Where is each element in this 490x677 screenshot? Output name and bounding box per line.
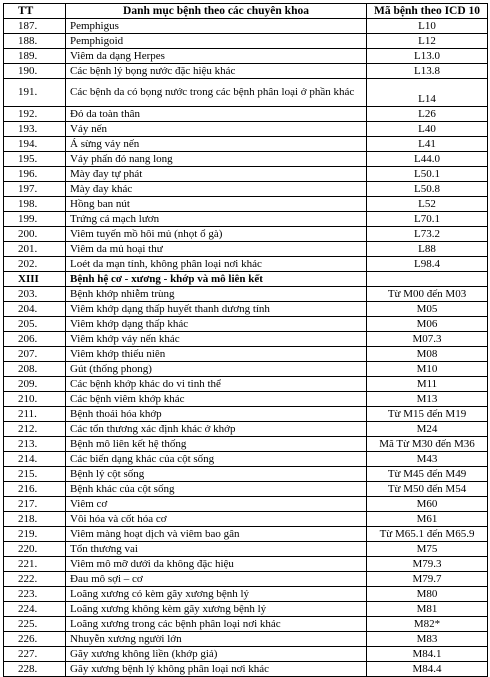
table-row [4, 167, 488, 182]
table-row [4, 152, 488, 167]
disease-name: Viêm khớp vảy nến khác [66, 332, 367, 347]
icd-code [367, 272, 488, 287]
row-number: 216. [4, 482, 66, 497]
disease-name: Gãy xương không liền (khớp giả) [66, 647, 367, 662]
row-number: 223. [4, 587, 66, 602]
disease-name: Vảy phấn đỏ nang long [66, 152, 367, 167]
icd-code: L41 [367, 137, 488, 152]
icd-code: M24 [367, 422, 488, 437]
disease-name: Đỏ da toàn thân [66, 107, 367, 122]
row-number: 193. [4, 122, 66, 137]
table-row [4, 362, 488, 377]
row-number: 187. [4, 19, 66, 34]
table-row [4, 557, 488, 572]
disease-name: Viêm khớp dạng thấp khác [66, 317, 367, 332]
disease-name: Viêm màng hoạt dịch và viêm bao gân [66, 527, 367, 542]
row-number: 218. [4, 512, 66, 527]
icd-disease-table [3, 3, 488, 677]
icd-code: M60 [367, 497, 488, 512]
section-row [4, 272, 488, 287]
disease-name: Bệnh mô liên kết hệ thống [66, 437, 367, 452]
table-row [4, 257, 488, 272]
icd-code: L50.1 [367, 167, 488, 182]
disease-name: Mày đay tự phát [66, 167, 367, 182]
disease-name: Vôi hóa và cốt hóa cơ [66, 512, 367, 527]
table-row [4, 287, 488, 302]
row-number: 217. [4, 497, 66, 512]
table-row [4, 617, 488, 632]
icd-code: M07.3 [367, 332, 488, 347]
disease-name: Các tổn thương xác định khác ở khớp [66, 422, 367, 437]
icd-code: Từ M45 đến M49 [367, 467, 488, 482]
table-row [4, 212, 488, 227]
disease-name: Viêm da dạng Herpes [66, 49, 367, 64]
icd-code: M10 [367, 362, 488, 377]
table-row [4, 107, 488, 122]
row-number: 208. [4, 362, 66, 377]
table-row [4, 302, 488, 317]
disease-name: Vảy nến [66, 122, 367, 137]
table-row [4, 64, 488, 79]
table-row [4, 332, 488, 347]
row-number: 219. [4, 527, 66, 542]
icd-code: M84.1 [367, 647, 488, 662]
table-row [4, 587, 488, 602]
header-tt: TT [4, 4, 66, 19]
table-row [4, 19, 488, 34]
disease-name: Viêm khớp dạng thấp huyết thanh dương tính [66, 302, 367, 317]
icd-code: L13.0 [367, 49, 488, 64]
row-number: 196. [4, 167, 66, 182]
icd-code: Từ M00 đến M03 [367, 287, 488, 302]
table-row [4, 452, 488, 467]
table-row [4, 377, 488, 392]
row-number: 191. [4, 79, 66, 107]
row-number: 209. [4, 377, 66, 392]
icd-code: L44.0 [367, 152, 488, 167]
disease-name: Loãng xương có kèm gãy xương bệnh lý [66, 587, 367, 602]
table-header [4, 4, 488, 19]
row-number: XIII [4, 272, 66, 287]
disease-name: Loãng xương trong các bệnh phân loại nơi khác [66, 617, 367, 632]
disease-name: Pemphigoid [66, 34, 367, 49]
disease-name: Á sừng vảy nến [66, 137, 367, 152]
icd-code: L26 [367, 107, 488, 122]
disease-name: Các bệnh viêm khớp khác [66, 392, 367, 407]
row-number: 188. [4, 34, 66, 49]
icd-code: M11 [367, 377, 488, 392]
disease-name: Trứng cá mạch lươn [66, 212, 367, 227]
row-number: 199. [4, 212, 66, 227]
icd-code: M79.3 [367, 557, 488, 572]
icd-code: L50.8 [367, 182, 488, 197]
icd-code: M06 [367, 317, 488, 332]
table-row [4, 242, 488, 257]
icd-code: Mã Từ M30 đến M36 [367, 437, 488, 452]
icd-code: M61 [367, 512, 488, 527]
icd-code: M79.7 [367, 572, 488, 587]
disease-name: Bệnh hệ cơ - xương - khớp và mô liên kết [66, 272, 367, 287]
table-row [4, 422, 488, 437]
icd-code: Từ M50 đến M54 [367, 482, 488, 497]
row-number: 224. [4, 602, 66, 617]
table-row [4, 182, 488, 197]
disease-name: Viêm mô mỡ dưới da không đặc hiệu [66, 557, 367, 572]
icd-code: M43 [367, 452, 488, 467]
disease-name: Hồng ban nút [66, 197, 367, 212]
icd-code: L52 [367, 197, 488, 212]
disease-name: Gút (thống phong) [66, 362, 367, 377]
disease-name: Bệnh khớp nhiễm trùng [66, 287, 367, 302]
disease-name: Mày đay khác [66, 182, 367, 197]
row-number: 194. [4, 137, 66, 152]
table-row [4, 542, 488, 557]
row-number: 205. [4, 317, 66, 332]
disease-name: Các bệnh da có bọng nước trong các bệnh phân loại ở phần khác [66, 79, 367, 107]
row-number: 203. [4, 287, 66, 302]
row-number: 215. [4, 467, 66, 482]
disease-name: Các bệnh khớp khác do vi tinh thể [66, 377, 367, 392]
table-row [4, 437, 488, 452]
disease-name: Các biến dạng khác của cột sống [66, 452, 367, 467]
row-number: 204. [4, 302, 66, 317]
icd-code: L14 [367, 79, 488, 107]
icd-code: L40 [367, 122, 488, 137]
disease-name: Các bệnh lý bọng nước đặc hiệu khác [66, 64, 367, 79]
disease-name: Viêm da mủ hoại thư [66, 242, 367, 257]
header-row [4, 4, 488, 19]
row-number: 210. [4, 392, 66, 407]
row-number: 221. [4, 557, 66, 572]
row-number: 202. [4, 257, 66, 272]
table-row [4, 632, 488, 647]
row-number: 227. [4, 647, 66, 662]
icd-code: L73.2 [367, 227, 488, 242]
table-row [4, 527, 488, 542]
icd-code: M05 [367, 302, 488, 317]
disease-name: Viêm tuyến mồ hôi mủ (nhọt ổ gà) [66, 227, 367, 242]
table-row [4, 317, 488, 332]
disease-name: Bệnh khác của cột sống [66, 482, 367, 497]
icd-code: L88 [367, 242, 488, 257]
row-number: 220. [4, 542, 66, 557]
icd-code: L70.1 [367, 212, 488, 227]
icd-code: Từ M15 đến M19 [367, 407, 488, 422]
icd-code: Từ M65.1 đến M65.9 [367, 527, 488, 542]
disease-name: Gãy xương bệnh lý không phân loại nơi khác [66, 662, 367, 677]
table-row [4, 497, 488, 512]
icd-code: L10 [367, 19, 488, 34]
row-number: 207. [4, 347, 66, 362]
table-row [4, 122, 488, 137]
disease-name: Loét da mạn tính, không phân loại nơi khác [66, 257, 367, 272]
icd-code: L13.8 [367, 64, 488, 79]
row-number: 213. [4, 437, 66, 452]
table-row [4, 79, 488, 107]
table-row [4, 34, 488, 49]
disease-name: Nhuyễn xương người lớn [66, 632, 367, 647]
row-number: 198. [4, 197, 66, 212]
row-number: 206. [4, 332, 66, 347]
table-body [4, 19, 488, 677]
table-row [4, 227, 488, 242]
table-row [4, 602, 488, 617]
icd-code: M75 [367, 542, 488, 557]
icd-code: L98.4 [367, 257, 488, 272]
disease-name: Đau mô sợi – cơ [66, 572, 367, 587]
table-row [4, 662, 488, 677]
row-number: 190. [4, 64, 66, 79]
table-row [4, 467, 488, 482]
disease-name: Tổn thương vai [66, 542, 367, 557]
table-row [4, 407, 488, 422]
row-number: 192. [4, 107, 66, 122]
disease-name: Pemphigus [66, 19, 367, 34]
row-number: 189. [4, 49, 66, 64]
icd-code: M13 [367, 392, 488, 407]
row-number: 214. [4, 452, 66, 467]
disease-name: Bệnh lý cột sống [66, 467, 367, 482]
disease-name: Viêm cơ [66, 497, 367, 512]
table-row [4, 482, 488, 497]
table-row [4, 347, 488, 362]
table-row [4, 197, 488, 212]
icd-code: L12 [367, 34, 488, 49]
row-number: 200. [4, 227, 66, 242]
icd-code: M80 [367, 587, 488, 602]
row-number: 197. [4, 182, 66, 197]
table-row [4, 512, 488, 527]
icd-code: M08 [367, 347, 488, 362]
row-number: 201. [4, 242, 66, 257]
table-row [4, 137, 488, 152]
table-row [4, 647, 488, 662]
header-icd-code: Mã bệnh theo ICD 10 [367, 4, 488, 19]
disease-name: Loãng xương không kèm gãy xương bệnh lý [66, 602, 367, 617]
row-number: 226. [4, 632, 66, 647]
row-number: 222. [4, 572, 66, 587]
header-disease-name: Danh mục bệnh theo các chuyên khoa [66, 4, 367, 19]
disease-name: Viêm khớp thiếu niên [66, 347, 367, 362]
icd-code: M82* [367, 617, 488, 632]
row-number: 228. [4, 662, 66, 677]
row-number: 212. [4, 422, 66, 437]
table-row [4, 49, 488, 64]
row-number: 195. [4, 152, 66, 167]
table-row [4, 572, 488, 587]
table-row [4, 392, 488, 407]
disease-name: Bệnh thoái hóa khớp [66, 407, 367, 422]
icd-code: M84.4 [367, 662, 488, 677]
row-number: 211. [4, 407, 66, 422]
row-number: 225. [4, 617, 66, 632]
icd-code: M83 [367, 632, 488, 647]
icd-code: M81 [367, 602, 488, 617]
